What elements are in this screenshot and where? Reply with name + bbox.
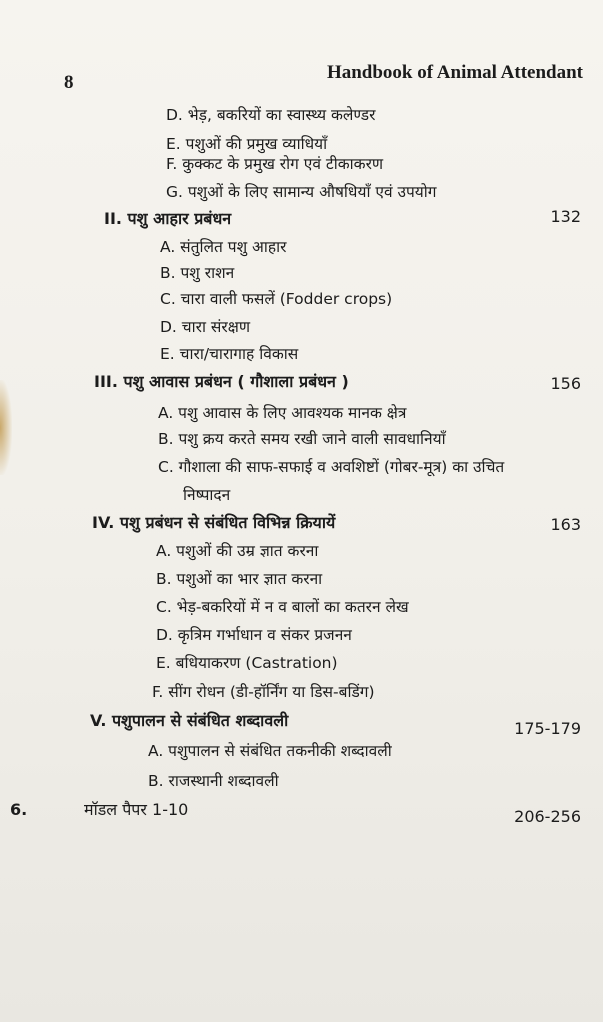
list-item: D. कृत्रिम गर्भाधान व संकर प्रजनन — [156, 626, 352, 644]
list-item: B. पशु राशन — [160, 264, 235, 282]
list-item: G. पशुओं के लिए सामान्य औषधियाँ एवं उपयोग — [166, 183, 437, 201]
chapter-page-range: 206-256 — [514, 807, 581, 826]
list-item: D. चारा संरक्षण — [160, 318, 251, 336]
list-item: A. संतुलित पशु आहार — [160, 238, 287, 256]
section-heading: II. पशु आहार प्रबंधन — [104, 209, 232, 228]
list-item: A. पशुपालन से संबंधित तकनीकी शब्दावली — [148, 742, 392, 760]
list-item: B. राजस्थानी शब्दावली — [148, 772, 279, 790]
list-item: E. पशुओं की प्रमुख व्याधियाँ — [166, 135, 328, 153]
section-page-number: 163 — [550, 515, 581, 534]
book-title: Handbook of Animal Attendant — [326, 62, 583, 83]
section-page-number: 156 — [550, 374, 581, 393]
list-item: निष्पादन — [183, 486, 231, 504]
list-item: C. चारा वाली फसलें (Fodder crops) — [160, 290, 393, 308]
list-item: C. भेड़-बकरियों में न व बालों का कतरन लेख — [156, 598, 409, 616]
list-item: B. पशुओं का भार ज्ञात करना — [156, 570, 323, 588]
page-edge-shadow — [0, 380, 12, 475]
list-item: E. बधियाकरण (Castration) — [156, 654, 338, 672]
section-heading: IV. पशु प्रबंधन से संबंधित विभिन्न क्रियायें — [92, 513, 336, 532]
list-item: A. पशु आवास के लिए आवश्यक मानक क्षेत्र — [158, 404, 407, 422]
list-item: C. गौशाला की साफ-सफाई व अवशिष्टों (गोबर-मूत्र) का उचित — [158, 458, 505, 476]
chapter-title: मॉडल पैपर 1-10 — [84, 800, 189, 819]
list-item: E. चारा/चारागाह विकास — [160, 345, 299, 363]
list-item: D. भेड़, बकरियों का स्वास्थ्य कलेण्डर — [166, 106, 376, 124]
section-heading: V. पशुपालन से संबंधित शब्दावली — [90, 711, 289, 730]
chapter-number: 6. — [10, 800, 28, 819]
page-number: 8 — [64, 72, 74, 93]
section-heading: III. पशु आवास प्रबंधन ( गौशाला प्रबंधन ) — [94, 372, 349, 391]
section-page-number: 175-179 — [514, 719, 581, 738]
list-item: A. पशुओं की उम्र ज्ञात करना — [156, 542, 319, 560]
section-page-number: 132 — [550, 207, 581, 226]
list-item: B. पशु क्रय करते समय रखी जाने वाली सावधानियाँ — [158, 430, 446, 448]
list-item: F. कुक्कट के प्रमुख रोग एवं टीकाकरण — [166, 155, 384, 173]
list-item: F. सींग रोधन (डी-हॉर्निंग या डिस-बडिंग) — [152, 683, 375, 701]
